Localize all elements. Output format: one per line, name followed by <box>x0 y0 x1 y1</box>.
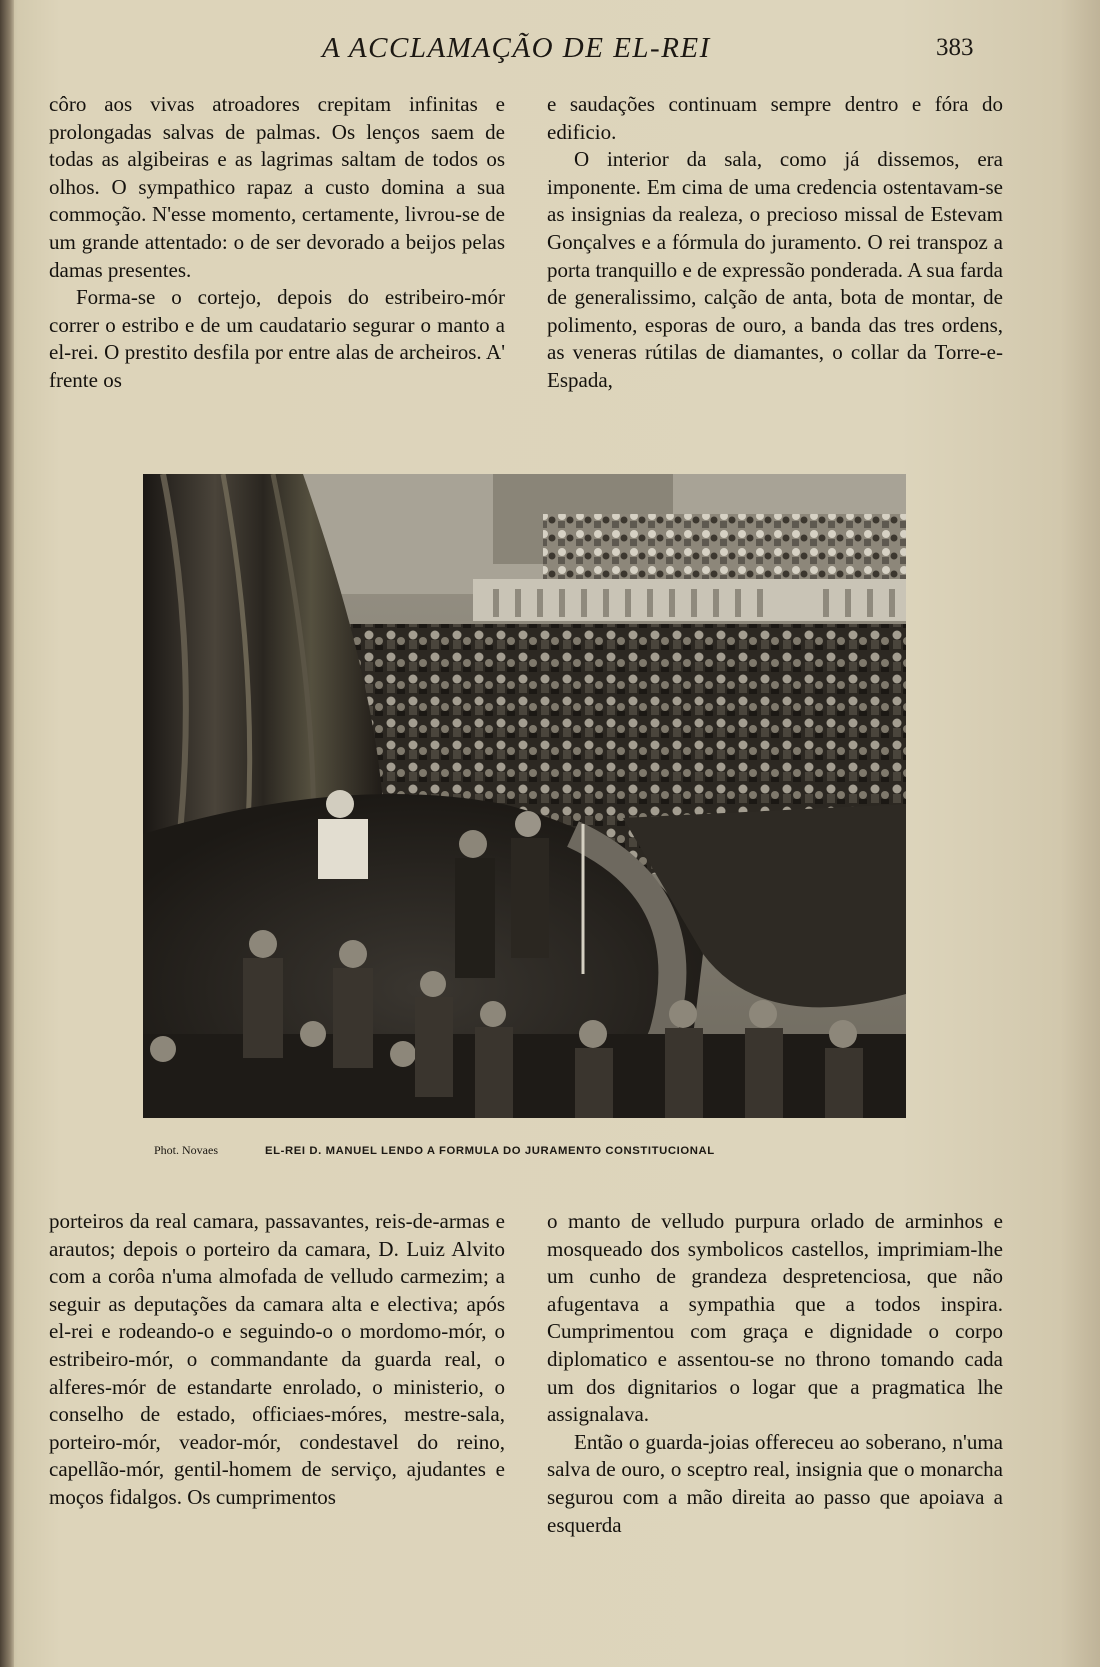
bottom-right-column <box>547 1208 1003 1539</box>
paragraph: e saudações continuam sempre dentro e fóra do edificio. <box>547 92 1003 144</box>
bottom-left-column <box>49 1208 505 1512</box>
paragraph: porteiros da real camara, passavantes, reis-de-armas e arautos; depois o porteiro da camara, D. Luiz Alvito com a corôa n'uma almofada de velludo carmezim; a seguir as deputações da camara alta e electiva; após el-rei e rodeando-o e seguindo-o o mordomo-mór, o estribeiro-mór, o commandante da guarda real, o alferes-mór de estandarte enrolado, o ministerio, o conselho de estado, officiaes-móres, mestre-sala, porteiro-mór, veador-mór, condestavel do reino, capellão-mór, gentil-homem de serviço, ajudantes e moços fidalgos. Os cumprimentos <box>49 1209 505 1509</box>
photo-caption: EL-REI D. MANUEL LENDO A FORMULA DO JURAMENTO CONSTITUCIONAL <box>265 1145 715 1157</box>
paragraph: Então o guarda-joias offereceu ao soberano, n'uma salva de ouro, o sceptro real, insignia que o monarcha segurou com a mão direita ao passo que apoiava a esquerda <box>547 1429 1003 1537</box>
photo-credit: Phot. Novaes <box>154 1143 218 1157</box>
top-right-column <box>547 91 1003 395</box>
top-left-column <box>49 91 505 395</box>
running-title: A ACCLAMAÇÃO DE EL-REI <box>322 32 711 64</box>
paragraph: Forma-se o cortejo, depois do estribeiro-mór correr o estribo e de um caudatario segurar o manto a el-rei. O prestito desfila por entre alas de archeiros. A' frente os <box>49 285 505 392</box>
paragraph: côro aos vivas atroadores crepitam infinitas e prolongadas salvas de palmas. Os lenços saem de todas as algibeiras e as lagrimas saltam de todos os olhos. O sympathico rapaz a custo domina a sua commoção. N'esse momento, certamente, livrou-se de um grande attentado: o de ser devorado a beijos pelas damas presentes. <box>49 92 505 282</box>
photograph-ceremony-hall <box>143 474 906 1118</box>
running-head <box>0 32 1100 72</box>
page-number: 383 <box>936 34 974 61</box>
paragraph: o manto de velludo purpura orlado de arminhos e mosqueado dos symbolicos castellos, imprimiam-lhe um cunho de grandeza despretenciosa, que não afugentava a sympathia que a todos inspira. Cumprimentou com graça e dignidade o corpo diplomatico e assentou-se no throno tomando cada um dos dignitarios o logar que a pragmatica lhe assignalava. <box>547 1209 1003 1427</box>
photograph-image <box>143 474 906 1118</box>
page-gutter <box>0 0 14 1667</box>
paragraph: O interior da sala, como já dissemos, era imponente. Em cima de uma credencia ostentavam-se as insignias da realeza, o precioso missal de Estevam Gonçalves e a fórmula do juramento. O rei transpoz a porta tranquillo e de expressão ponderada. A sua farda de generalissimo, calção de anta, bota de montar, de polimento, esporas de ouro, a banda das tres ordens, as veneras rútilas de diamantes, o collar da Torre-e-Espada, <box>547 147 1003 392</box>
figure-caption-row <box>0 1143 1100 1163</box>
